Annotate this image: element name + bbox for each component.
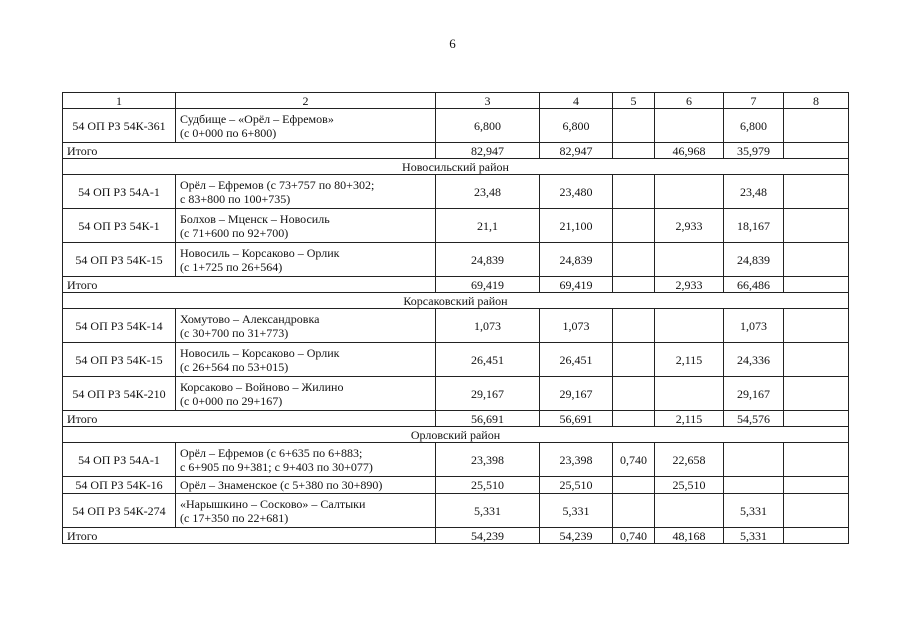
road-code: 54 ОП РЗ 54К-15	[63, 243, 176, 277]
value-cell: 21,1	[436, 209, 540, 243]
value-cell: 5,331	[540, 494, 613, 528]
total-row	[63, 411, 849, 427]
value-cell: 2,115	[655, 343, 724, 377]
value-cell: 25,510	[540, 477, 613, 494]
total-label: Итого	[63, 528, 436, 544]
section-row	[63, 293, 849, 309]
road-range: (с 0+000 по 29+167)	[180, 393, 283, 408]
value-cell: 26,451	[436, 343, 540, 377]
total-cell	[784, 528, 849, 544]
value-cell: 1,073	[436, 309, 540, 343]
value-cell: 23,48	[724, 175, 784, 209]
road-code: 54 ОП РЗ 54К-16	[63, 477, 176, 494]
value-cell	[655, 309, 724, 343]
total-cell: 54,239	[540, 528, 613, 544]
section-row	[63, 159, 849, 175]
road-row	[63, 443, 849, 477]
value-cell: 24,839	[540, 243, 613, 277]
value-cell	[613, 343, 655, 377]
total-cell: 82,947	[436, 143, 540, 159]
road-name-cell	[176, 477, 436, 494]
total-cell	[784, 277, 849, 293]
header-row	[63, 93, 849, 109]
value-cell: 24,839	[724, 243, 784, 277]
total-cell: 46,968	[655, 143, 724, 159]
road-name: Орёл – Знаменское (с 5+380 по 30+890)	[180, 478, 383, 492]
value-cell: 29,167	[436, 377, 540, 411]
value-cell	[613, 309, 655, 343]
value-cell	[784, 343, 849, 377]
value-cell	[613, 377, 655, 411]
road-name-cell	[176, 377, 436, 411]
road-name-cell	[176, 494, 436, 528]
value-cell: 23,398	[540, 443, 613, 477]
value-cell	[784, 209, 849, 243]
column-header: 1	[63, 93, 176, 109]
value-cell: 6,800	[540, 109, 613, 143]
section-title: Орловский район	[63, 427, 849, 443]
road-name: Орёл – Ефремов (с 6+635 по 6+883;	[180, 445, 363, 460]
road-code: 54 ОП РЗ 54А-1	[63, 443, 176, 477]
total-cell: 2,933	[655, 277, 724, 293]
road-name: Судбище – «Орёл – Ефремов»	[180, 111, 334, 126]
value-cell	[784, 377, 849, 411]
value-cell: 6,800	[436, 109, 540, 143]
road-row	[63, 175, 849, 209]
road-code: 54 ОП РЗ 54К-15	[63, 343, 176, 377]
column-header: 3	[436, 93, 540, 109]
total-cell	[784, 143, 849, 159]
total-row	[63, 143, 849, 159]
road-name-cell	[176, 109, 436, 143]
road-name: Болхов – Мценск – Новосиль	[180, 211, 330, 226]
road-range: (с 30+700 по 31+773)	[180, 325, 289, 340]
road-name: Новосиль – Корсаково – Орлик	[180, 245, 340, 260]
total-cell: 69,419	[540, 277, 613, 293]
total-cell: 0,740	[613, 528, 655, 544]
road-name: Корсаково – Войново – Жилино	[180, 379, 344, 394]
value-cell	[784, 477, 849, 494]
value-cell	[655, 243, 724, 277]
section-title: Корсаковский район	[63, 293, 849, 309]
column-header: 4	[540, 93, 613, 109]
value-cell	[613, 109, 655, 143]
total-cell: 56,691	[540, 411, 613, 427]
value-cell	[784, 109, 849, 143]
road-name-cell	[176, 343, 436, 377]
road-range: (с 71+600 по 92+700)	[180, 225, 289, 240]
road-row	[63, 477, 849, 494]
total-cell: 69,419	[436, 277, 540, 293]
value-cell: 1,073	[540, 309, 613, 343]
road-range: (с 1+725 по 26+564)	[180, 259, 283, 274]
total-cell: 2,115	[655, 411, 724, 427]
column-header: 2	[176, 93, 436, 109]
value-cell	[613, 494, 655, 528]
total-cell: 5,331	[724, 528, 784, 544]
road-row	[63, 109, 849, 143]
road-name: Новосиль – Корсаково – Орлик	[180, 345, 340, 360]
value-cell: 29,167	[724, 377, 784, 411]
road-code: 54 ОП РЗ 54К-14	[63, 309, 176, 343]
total-label: Итого	[63, 277, 436, 293]
column-header: 7	[724, 93, 784, 109]
value-cell: 29,167	[540, 377, 613, 411]
road-row	[63, 209, 849, 243]
total-cell	[613, 411, 655, 427]
total-label: Итого	[63, 143, 436, 159]
total-cell: 35,979	[724, 143, 784, 159]
road-name-cell	[176, 243, 436, 277]
road-row	[63, 377, 849, 411]
road-row	[63, 494, 849, 528]
road-name-cell	[176, 309, 436, 343]
value-cell: 24,839	[436, 243, 540, 277]
value-cell: 23,398	[436, 443, 540, 477]
value-cell: 23,480	[540, 175, 613, 209]
value-cell	[613, 209, 655, 243]
value-cell	[655, 494, 724, 528]
road-row	[63, 343, 849, 377]
road-range: (с 0+000 по 6+800)	[180, 125, 277, 140]
value-cell	[784, 494, 849, 528]
road-name-cell	[176, 209, 436, 243]
value-cell: 21,100	[540, 209, 613, 243]
total-cell: 54,239	[436, 528, 540, 544]
total-cell: 66,486	[724, 277, 784, 293]
value-cell	[655, 175, 724, 209]
value-cell	[784, 309, 849, 343]
value-cell: 6,800	[724, 109, 784, 143]
value-cell: 26,451	[540, 343, 613, 377]
road-code: 54 ОП РЗ 54К-361	[63, 109, 176, 143]
total-cell: 54,576	[724, 411, 784, 427]
value-cell: 23,48	[436, 175, 540, 209]
value-cell: 2,933	[655, 209, 724, 243]
road-range: (с 26+564 по 53+015)	[180, 359, 289, 374]
column-header: 6	[655, 93, 724, 109]
road-row	[63, 309, 849, 343]
value-cell: 25,510	[655, 477, 724, 494]
value-cell	[784, 243, 849, 277]
value-cell	[613, 477, 655, 494]
value-cell: 5,331	[436, 494, 540, 528]
value-cell	[784, 443, 849, 477]
total-row	[63, 277, 849, 293]
total-cell	[613, 277, 655, 293]
value-cell: 18,167	[724, 209, 784, 243]
road-range: (с 17+350 по 22+681)	[180, 510, 289, 525]
total-cell	[784, 411, 849, 427]
total-cell: 48,168	[655, 528, 724, 544]
road-code: 54 ОП РЗ 54К-274	[63, 494, 176, 528]
road-code: 54 ОП РЗ 54К-1	[63, 209, 176, 243]
road-name: «Нарышкино – Сосково» – Салтыки	[180, 496, 366, 511]
section-title: Новосильский район	[63, 159, 849, 175]
value-cell	[655, 377, 724, 411]
value-cell	[724, 477, 784, 494]
road-name-cell	[176, 175, 436, 209]
road-name: Хомутово – Александровка	[180, 311, 320, 326]
value-cell	[724, 443, 784, 477]
total-row	[63, 528, 849, 544]
roads-table	[62, 92, 849, 544]
road-range: с 6+905 по 9+381; с 9+403 по 30+077)	[180, 459, 373, 474]
column-header: 8	[784, 93, 849, 109]
value-cell	[784, 175, 849, 209]
road-row	[63, 243, 849, 277]
section-row	[63, 427, 849, 443]
value-cell	[613, 175, 655, 209]
page-number: 6	[449, 36, 456, 51]
value-cell: 24,336	[724, 343, 784, 377]
value-cell: 25,510	[436, 477, 540, 494]
value-cell	[613, 243, 655, 277]
value-cell: 1,073	[724, 309, 784, 343]
road-code: 54 ОП РЗ 54К-210	[63, 377, 176, 411]
total-cell	[613, 143, 655, 159]
road-name: Орёл – Ефремов (с 73+757 по 80+302;	[180, 177, 375, 192]
road-name-cell	[176, 443, 436, 477]
value-cell: 5,331	[724, 494, 784, 528]
value-cell: 0,740	[613, 443, 655, 477]
value-cell: 22,658	[655, 443, 724, 477]
road-range: с 83+800 по 100+735)	[180, 191, 291, 206]
road-code: 54 ОП РЗ 54А-1	[63, 175, 176, 209]
total-cell: 56,691	[436, 411, 540, 427]
total-cell: 82,947	[540, 143, 613, 159]
total-label: Итого	[63, 411, 436, 427]
value-cell	[655, 109, 724, 143]
column-header: 5	[613, 93, 655, 109]
